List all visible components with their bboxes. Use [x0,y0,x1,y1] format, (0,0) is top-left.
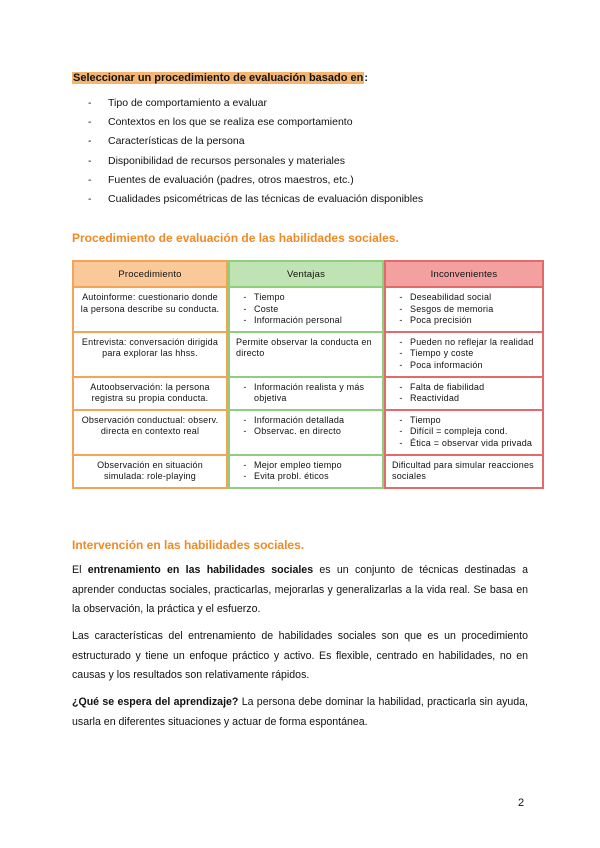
advantages-cell [228,378,384,411]
procedure-cell: Observación en situación simulada: role-playing [72,456,228,489]
table-body [72,288,544,489]
list-item: - Sesgos de memoria [399,303,494,314]
section-title-intervention: Intervención en las habilidades sociales. [72,538,305,552]
list-item: - Evita probl. éticos [243,471,329,482]
list-item: - Cualidades psicométricas de las técnicas de evaluación disponibles [88,192,424,205]
bold-question: ¿Qué se espera del aprendizaje? [72,696,239,708]
disadvantages-cell [384,288,544,333]
disadvantages-cell: Dificultad para simular reacciones sociales [384,456,544,489]
page-number: 2 [518,797,525,809]
table-header-row [72,260,544,288]
evaluation-table [72,260,544,489]
list-item: - Mejor empleo tiempo [243,459,342,470]
paragraph-characteristics: Las características del entrenamiento de habilidades sociales son que es un procedimiento estructurado y tiene un enfoque práctico y activo. Es flexible, centrado en habilidades, no en causas y los resultados son relativamente rápidos. [72,630,528,682]
advantages-cell [228,456,384,489]
table-row [72,378,544,411]
list-item: - Poca información [399,359,483,370]
procedure-cell: Autoobservación: la persona registra su propia conducta. [72,378,228,411]
header-advantages: Ventajas [228,260,384,288]
procedure-cell: Observación conductual: observ. directa en contexto real [72,411,228,456]
highlighted-heading-text: Seleccionar un procedimiento de evaluación basado en [73,72,364,84]
select-procedure-heading: Seleccionar un procedimiento de evaluación basado en: [73,72,369,84]
bold-term: entrenamiento en las habilidades sociales [87,564,314,576]
table-row [72,411,544,456]
list-item: - Tipo de comportamiento a evaluar [88,97,267,109]
list-item: - Tiempo [399,414,441,425]
list-item: - Tiempo y coste [399,348,474,359]
list-item: - Información realista y más objetiva [243,381,365,404]
list-item: - Poca precisión [399,315,472,326]
list-item: - Información detallada [243,414,345,425]
section-title-evaluation: Procedimiento de evaluación de las habilidades sociales. [72,231,399,245]
table-row [72,288,544,333]
list-item: - Ética = observar vida privada [399,437,533,448]
list-item: - Falta de fiabilidad [399,381,485,392]
header-procedure: Procedimiento [72,260,228,288]
procedure-cell: Autoinforme: cuestionario donde la persona describe su conducta. [72,288,228,333]
list-item: - Tiempo [243,292,285,302]
list-item: - Difícil = compleja cond. [399,426,508,437]
advantages-cell [228,411,384,456]
table-row [72,333,544,378]
list-item: - Pueden no reflejar la realidad [399,336,534,347]
list-item: - Deseabilidad social [399,292,492,302]
advantages-cell: Permite observar la conducta en directo [228,333,384,378]
paragraph-training: El entrenamiento en las habilidades sociales es un conjunto de técnicas destinadas a aprender conductas sociales, practicarlas, mejorarlas y generalizarlas a la vida real. Se basa en la observación, la práctica y el esfuerzo. [72,564,528,616]
header-disadvantages: Inconvenientes [384,260,544,288]
list-item: - Contextos en los que se realiza ese comportamiento [88,116,353,129]
disadvantages-cell [384,411,544,456]
list-item: - Observac. en directo [243,426,342,437]
disadvantages-cell [384,333,544,378]
list-item: - Disponibilidad de recursos personales y materiales [88,154,345,167]
list-item: - Información personal [243,315,343,326]
paragraph-learning: ¿Qué se espera del aprendizaje? La persona debe dominar la habilidad, practicarla sin ayuda, usarla en diferentes situaciones y actuar de forma espontánea. [72,696,528,728]
list-item: - Coste [243,303,279,314]
list-item: - Reactividad [399,393,460,404]
list-item: - Características de la persona [88,135,245,148]
table-row [72,456,544,489]
procedure-cell: Entrevista: conversación dirigida para explorar las hhss. [72,333,228,378]
criteria-list [88,95,423,210]
disadvantages-cell [384,378,544,411]
list-item: - Fuentes de evaluación (padres, otros maestros, etc.) [88,173,354,186]
advantages-cell [228,288,384,333]
